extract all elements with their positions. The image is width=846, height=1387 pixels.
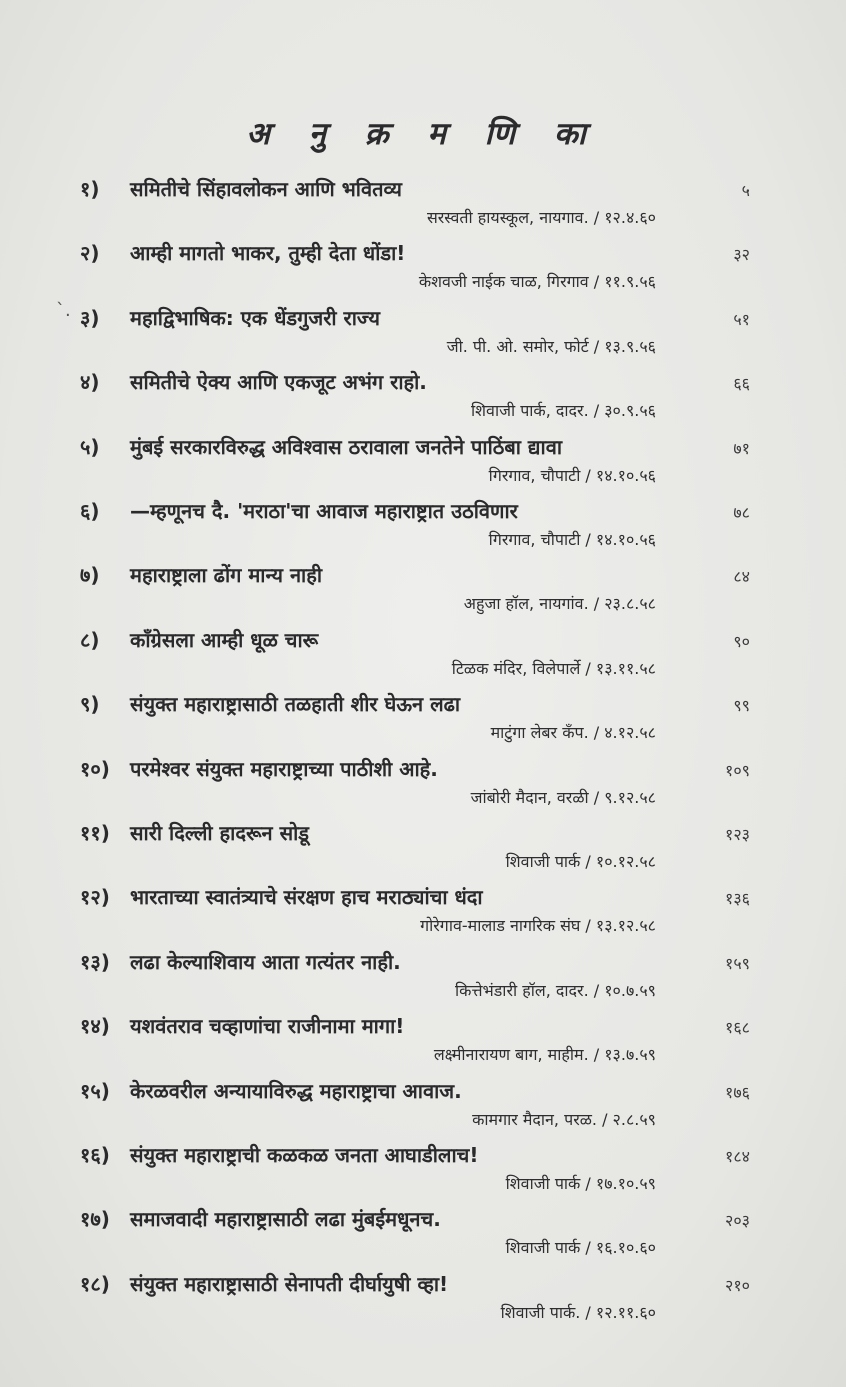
entry-title: संयुक्त महाराष्ट्राची कळकळ जनता आघाडीलाच!	[130, 1143, 479, 1167]
toc-entry	[0, 752, 846, 818]
toc-entry	[0, 494, 846, 560]
toc-entry	[0, 1009, 846, 1075]
entry-venue-date: कित्तेभंडारी हॉल, दादर. / १०.७.५९	[455, 980, 656, 1000]
entry-venue-date: सरस्वती हायस्कूल, नायगाव. / १२.४.६०	[426, 208, 656, 227]
entry-venue-date: शिवाजी पार्क, दादर. / ३०.९.५६	[471, 401, 656, 421]
entry-title: मुंबई सरकारविरुद्ध अविश्वास ठरावाला जनतेने पाठिंबा द्यावा	[130, 434, 563, 459]
entry-page-number: १६८	[725, 1018, 750, 1038]
entry-heading	[80, 880, 680, 914]
toc-entry	[0, 1267, 846, 1333]
entry-page-number: १५९	[725, 953, 750, 973]
entry-title: लढा केल्याशिवाय आता गत्यंतर नाही.	[130, 949, 401, 974]
toc-entry	[0, 880, 846, 946]
entry-venue-date: शिवाजी पार्क / १६.१०.६०	[505, 1238, 656, 1258]
entry-heading	[80, 1202, 680, 1236]
entry-heading	[80, 365, 680, 399]
entry-number: १२)	[80, 885, 110, 910]
entry-title: भारताच्या स्वातंत्र्याचे संरक्षण हाच मराठ्यांचा धंदा	[130, 885, 483, 910]
entry-heading	[80, 236, 680, 270]
toc-entry	[0, 301, 846, 367]
entry-page-number: ५	[741, 181, 750, 200]
entry-venue-date: माटुंगा लेबर कँप. / ४.१२.५८	[490, 723, 656, 743]
toc-entry	[0, 236, 846, 302]
entry-title: महाराष्ट्राला ढोंग मान्य नाही	[130, 563, 323, 588]
toc-entry	[0, 558, 846, 624]
entry-title: समितीचे सिंहावलोकन आणि भवितव्य	[130, 177, 402, 201]
toc-entry	[0, 816, 846, 882]
entry-heading	[80, 752, 680, 786]
entry-number: १६)	[80, 1143, 110, 1167]
entry-page-number: २१०	[725, 1275, 750, 1295]
entry-page-number: १८४	[725, 1147, 750, 1166]
entry-title: —म्हणूनच दै. 'मराठा'चा आवाज महाराष्ट्रात उठविणार	[130, 499, 518, 523]
entry-venue-date: अहुजा हॉल, नायगांव. / २३.८.५८	[463, 594, 656, 614]
entry-number: २)	[80, 241, 100, 266]
entry-heading	[80, 430, 680, 464]
entry-number: १४)	[80, 1014, 110, 1039]
entry-heading	[80, 1074, 680, 1108]
entry-page-number: १३६	[725, 889, 750, 909]
toc-entry	[0, 1074, 846, 1140]
entry-title: आम्ही मागतो भाकर, तुम्ही देता धोंडा!	[130, 241, 406, 266]
toc-entry	[0, 365, 846, 431]
entry-heading	[80, 945, 680, 979]
entry-page-number: ७८	[733, 503, 750, 522]
entry-page-number: २०३	[725, 1211, 750, 1231]
entry-title: समाजवादी महाराष्ट्रासाठी लढा मुंबईमधूनच.	[130, 1207, 441, 1232]
entry-venue-date: गिरगाव, चौपाटी / १४.१०.५६	[488, 530, 656, 549]
entry-title: संयुक्त महाराष्ट्रासाठी तळहाती शीर घेऊन लढा	[130, 692, 461, 717]
toc-entry	[0, 1202, 846, 1268]
entry-number: १५)	[80, 1078, 110, 1103]
entry-heading	[80, 558, 680, 592]
toc-entry	[0, 172, 846, 238]
entry-title: संयुक्त महाराष्ट्रासाठी सेनापती दीर्घायुषी व्हा!	[130, 1271, 449, 1296]
entry-number: ८)	[80, 627, 100, 652]
entry-page-number: ५१	[733, 309, 750, 329]
toc-entry	[0, 430, 846, 496]
margin-mark: `.	[56, 300, 71, 321]
entry-page-number: १२३	[725, 825, 750, 844]
entry-number: ७)	[80, 563, 100, 588]
entry-venue-date: शिवाजी पार्क / १७.१०.५९	[505, 1174, 656, 1193]
entry-heading	[80, 172, 680, 206]
entry-page-number: ७१	[733, 438, 750, 458]
entry-venue-date: गोरेगाव-मालाड नागरिक संघ / १३.१२.५८	[420, 916, 656, 936]
entry-heading	[80, 1009, 680, 1043]
entry-number: ११)	[80, 821, 110, 845]
page-title: अ नु क्र म णि का	[246, 116, 600, 152]
entry-title: केरळवरील अन्यायाविरुद्ध महाराष्ट्राचा आवाज.	[130, 1078, 462, 1103]
entry-heading	[80, 687, 680, 721]
entry-number: ३)	[80, 305, 100, 330]
toc-entry	[0, 945, 846, 1011]
entry-heading	[80, 623, 680, 657]
entry-page-number: ९९	[733, 696, 750, 716]
entry-venue-date: शिवाजी पार्क / १०.१२.५८	[505, 852, 656, 871]
entry-heading	[80, 1138, 680, 1172]
entry-title: यशवंतराव चव्हाणांचा राजीनामा मागा!	[130, 1014, 405, 1039]
entry-venue-date: कामगार मैदान, परळ. / २.८.५९	[472, 1109, 656, 1129]
entry-venue-date: टिळक मंदिर, विलेपार्ले / १३.११.५८	[451, 658, 656, 678]
entry-title: महाद्विभाषिक: एक धेंडगुजरी राज्य	[130, 305, 380, 330]
entry-page-number: ८४	[733, 567, 750, 587]
entry-page-number: ३२	[733, 245, 750, 265]
entry-heading	[80, 494, 680, 528]
entry-heading	[80, 816, 680, 850]
entry-number: १८)	[80, 1271, 110, 1296]
entry-number: १७)	[80, 1207, 110, 1232]
entry-venue-date: जांबोरी मैदान, वरळी / ९.१२.५८	[470, 787, 656, 807]
entry-heading	[80, 1267, 680, 1301]
entry-title: सारी दिल्ली हादरून सोडू	[130, 821, 309, 845]
entry-number: ९)	[80, 692, 100, 717]
entry-number: १०)	[80, 756, 110, 781]
entry-venue-date: शिवाजी पार्क. / १२.११.६०	[500, 1302, 656, 1322]
entry-number: १)	[80, 177, 100, 201]
entry-page-number: ९०	[733, 631, 750, 651]
toc-entry	[0, 1138, 846, 1204]
entry-page-number: ६६	[733, 374, 750, 394]
toc-entry	[0, 623, 846, 689]
entry-venue-date: जी. पी. ओ. समोर, फोर्ट / १३.९.५६	[446, 336, 656, 356]
entry-number: १३)	[80, 949, 110, 974]
entry-number: ४)	[80, 370, 100, 395]
entry-venue-date: लक्ष्मीनारायण बाग, माहीम. / १३.७.५९	[433, 1045, 656, 1065]
entry-number: ५)	[80, 434, 100, 459]
entry-number: ६)	[80, 499, 100, 523]
entry-venue-date: केशवजी नाईक चाळ, गिरगाव / ११.९.५६	[418, 272, 656, 292]
entry-venue-date: गिरगाव, चौपाटी / १४.१०.५६	[488, 465, 656, 485]
entry-page-number: १७६	[725, 1082, 750, 1102]
entry-title: काँग्रेसला आम्ही धूळ चारू	[130, 627, 319, 652]
entry-heading	[80, 301, 680, 335]
entry-title: परमेश्वर संयुक्त महाराष्ट्राच्या पाठीशी आहे.	[130, 756, 438, 781]
entry-title: समितीचे ऐक्य आणि एकजूट अभंग राहो.	[130, 370, 427, 395]
entry-page-number: १०९	[725, 760, 750, 780]
toc-entry	[0, 687, 846, 753]
